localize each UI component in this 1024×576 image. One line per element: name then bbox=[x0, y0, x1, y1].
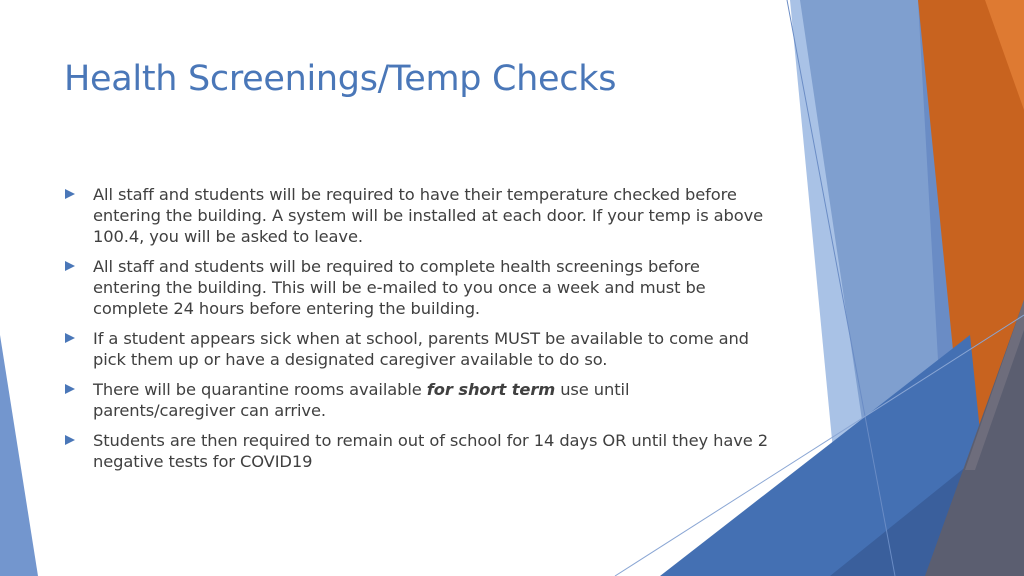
bullet-arrow-icon bbox=[65, 435, 75, 445]
bullet-text: Students are then required to remain out of school for 14 days OR until they have 2 negative tests for COVID19 bbox=[93, 431, 768, 471]
bullet-item bbox=[64, 256, 769, 319]
bullet-arrow-icon bbox=[65, 384, 75, 394]
bullet-text-end: use until parents/caregiver can arrive. bbox=[93, 380, 630, 420]
bullet-item bbox=[64, 379, 769, 421]
deco-left-edge-facet bbox=[0, 335, 38, 576]
bullet-item bbox=[64, 184, 769, 247]
bullet-item bbox=[64, 328, 769, 370]
slide-title: Health Screenings/Temp Checks bbox=[64, 59, 617, 99]
bullet-text: If a student appears sick when at school, parents MUST be available to come and pick them up or have a designated caregiver available to do so. bbox=[93, 329, 749, 369]
bullet-arrow-icon bbox=[65, 261, 75, 271]
bullet-text: All staff and students will be required to complete health screenings before entering the building. This will be e-mailed to you once a week and must be complete 24 hours before entering the building. bbox=[93, 257, 706, 318]
bullet-text: All staff and students will be required to have their temperature checked before entering the building. A system will be installed at each door. If your temp is above 100.4, you will be asked to leave. bbox=[93, 185, 764, 246]
bullet-arrow-icon bbox=[65, 333, 75, 343]
bullet-item bbox=[64, 430, 769, 472]
bullet-emphasis: for short term bbox=[426, 380, 556, 399]
bullet-text-start: There will be quarantine rooms available bbox=[93, 380, 427, 399]
bullet-list bbox=[64, 184, 769, 481]
bullet-arrow-icon bbox=[65, 189, 75, 199]
